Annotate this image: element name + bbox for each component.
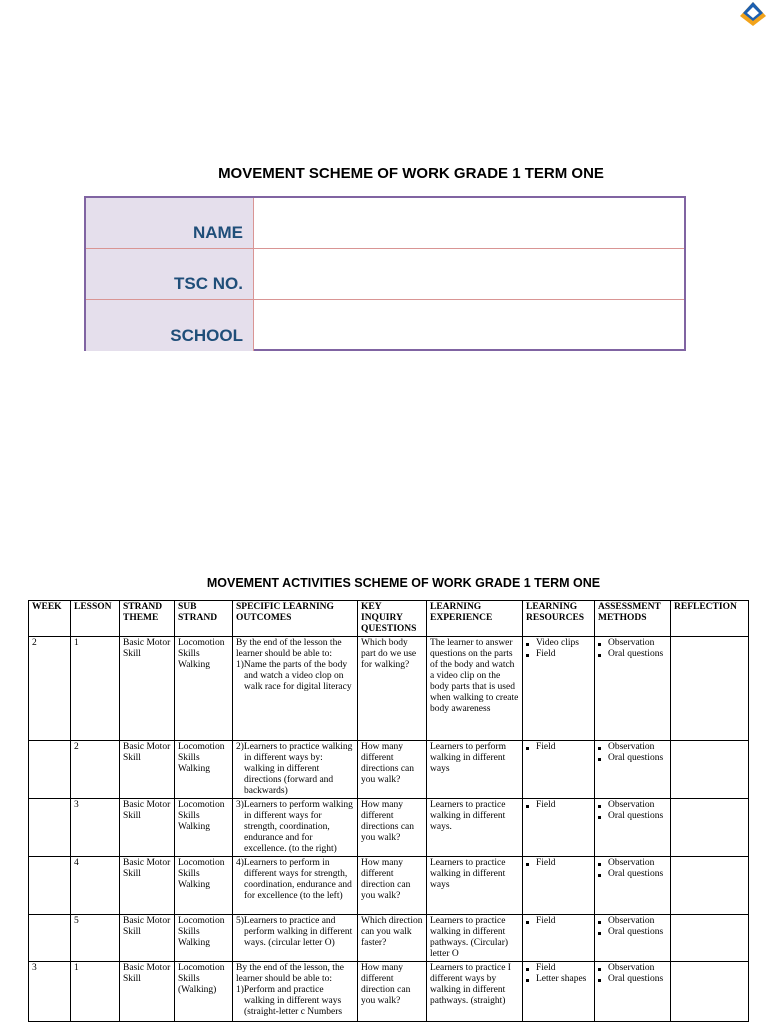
outcome-text: 3)Learners to perform walking in different ways for strength, coordination, endurance and for excellence. (to the right) (236, 800, 353, 854)
list-item: Oral questions (598, 811, 667, 822)
column-header: LEARNING EXPERIENCE (427, 601, 523, 637)
reflection-cell (671, 741, 749, 799)
learning-experience-cell: Learners to practice I different ways by walking in different pathways. (straight) (427, 962, 523, 1022)
strand-cell: Basic Motor Skill (120, 741, 175, 799)
inquiry-question-cell: How many different directions can you walk? (358, 741, 427, 799)
learning-experience-cell: Learners to practice walking in different pathways. (Circular) letter O (427, 915, 523, 962)
sub-strand-cell: Locomotion Skills (Walking) (175, 962, 233, 1022)
outcome-cell (233, 741, 358, 799)
resources-cell (523, 741, 595, 799)
resources-cell (523, 857, 595, 915)
lesson-cell: 2 (71, 741, 120, 799)
id-label: SCHOOL (86, 300, 254, 351)
strand-cell: Basic Motor Skill (120, 857, 175, 915)
strand-cell: Basic Motor Skill (120, 799, 175, 857)
sub-strand-cell: Locomotion Skills Walking (175, 637, 233, 741)
identification-box (84, 196, 686, 351)
table-row (29, 637, 749, 741)
list-item: Letter shapes (526, 974, 591, 985)
list-item: Observation (598, 742, 667, 753)
table-row (29, 857, 749, 915)
list-item: Video clips (526, 638, 591, 649)
list-item: Field (526, 649, 591, 660)
learning-experience-cell: Learners to practice walking in different ways (427, 857, 523, 915)
column-header: SUB STRAND (175, 601, 233, 637)
list-item: Oral questions (598, 869, 667, 880)
outcome-text: 2)Learners to practice walking in different ways by: walking in different directions (forward and backwards) (236, 742, 353, 796)
reflection-cell (671, 915, 749, 962)
id-label: TSC NO. (86, 249, 254, 299)
reflection-cell (671, 857, 749, 915)
column-header: SPECIFIC LEARNING OUTCOMES (233, 601, 358, 637)
list-item: Field (526, 916, 591, 927)
inquiry-question-cell: How many different direction can you walk? (358, 857, 427, 915)
inquiry-question-cell: How many different direction can you walk? (358, 962, 427, 1022)
resources-cell (523, 915, 595, 962)
lesson-cell: 1 (71, 637, 120, 741)
id-label: NAME (86, 198, 254, 248)
scheme-of-work-table (28, 600, 749, 1022)
resources-cell (523, 799, 595, 857)
list-item: Observation (598, 858, 667, 869)
strand-cell: Basic Motor Skill (120, 637, 175, 741)
sub-strand-cell: Locomotion Skills Walking (175, 915, 233, 962)
inquiry-question-cell: Which body part do we use for walking? (358, 637, 427, 741)
week-cell (29, 741, 71, 799)
strand-cell: Basic Motor Skill (120, 915, 175, 962)
sub-strand-cell: Locomotion Skills Walking (175, 857, 233, 915)
list-item: Field (526, 800, 591, 811)
resources-cell (523, 962, 595, 1022)
list-item: Oral questions (598, 753, 667, 764)
assessment-cell (595, 915, 671, 962)
strand-cell: Basic Motor Skill (120, 962, 175, 1022)
resources-cell-list (526, 742, 591, 753)
outcome-cell (233, 962, 358, 1022)
resources-cell-list (526, 963, 591, 985)
assessment-cell (595, 637, 671, 741)
brand-logo (737, 0, 768, 28)
table-row (29, 799, 749, 857)
assessment-cell-list (598, 963, 667, 985)
resources-cell-list (526, 638, 591, 660)
table-row (29, 741, 749, 799)
id-value-field[interactable] (254, 249, 684, 299)
inquiry-question-cell: How many different directions can you walk? (358, 799, 427, 857)
page-title: MOVEMENT SCHEME OF WORK GRADE 1 TERM ONE (218, 165, 604, 182)
table-header-row (29, 601, 749, 637)
column-header: REFLECTION (671, 601, 749, 637)
list-item: Field (526, 963, 591, 974)
list-item: Field (526, 742, 591, 753)
resources-cell-list (526, 916, 591, 927)
list-item: Observation (598, 800, 667, 811)
column-header: ASSESSMENT METHODS (595, 601, 671, 637)
outcome-intro: By the end of the lesson, the learner should be able to: (236, 963, 344, 984)
week-cell (29, 915, 71, 962)
outcome-cell (233, 857, 358, 915)
column-header: WEEK (29, 601, 71, 637)
reflection-cell (671, 799, 749, 857)
list-item: Oral questions (598, 649, 667, 660)
lesson-cell: 5 (71, 915, 120, 962)
week-cell: 2 (29, 637, 71, 741)
id-row-tsc-no (86, 249, 684, 300)
assessment-cell-list (598, 742, 667, 764)
table-row (29, 962, 749, 1022)
assessment-cell (595, 857, 671, 915)
week-cell (29, 857, 71, 915)
id-value-field[interactable] (254, 300, 684, 351)
column-header: STRAND THEME (120, 601, 175, 637)
table-title: MOVEMENT ACTIVITIES SCHEME OF WORK GRADE 1 TERM ONE (206, 576, 601, 590)
assessment-cell (595, 799, 671, 857)
list-item: Observation (598, 638, 667, 649)
week-cell: 3 (29, 962, 71, 1022)
assessment-cell-list (598, 638, 667, 660)
column-header: LEARNING RESOURCES (523, 601, 595, 637)
outcome-cell (233, 915, 358, 962)
learning-experience-cell: The learner to answer questions on the parts of the body and watch a video clip on the body parts that is used when walking to create body awareness (427, 637, 523, 741)
id-value-field[interactable] (254, 198, 684, 248)
inquiry-question-cell: Which direction can you walk faster? (358, 915, 427, 962)
column-header: LESSON (71, 601, 120, 637)
assessment-cell-list (598, 800, 667, 822)
table-row (29, 915, 749, 962)
outcome-intro: By the end of the lesson the learner should be able to: (236, 638, 342, 659)
assessment-cell (595, 741, 671, 799)
learning-experience-cell: Learners to practice walking in different ways. (427, 799, 523, 857)
week-cell (29, 799, 71, 857)
list-item: Oral questions (598, 927, 667, 938)
assessment-cell-list (598, 916, 667, 938)
reflection-cell (671, 962, 749, 1022)
sub-strand-cell: Locomotion Skills Walking (175, 799, 233, 857)
list-item: Oral questions (598, 974, 667, 985)
assessment-cell (595, 962, 671, 1022)
outcome-text: 4)Learners to perform in different ways for strength, coordination, endurance and for excellence (to the left) (236, 858, 352, 901)
lesson-cell: 4 (71, 857, 120, 915)
reflection-cell (671, 637, 749, 741)
sub-strand-cell: Locomotion Skills Walking (175, 741, 233, 799)
list-item: Observation (598, 916, 667, 927)
lesson-cell: 1 (71, 962, 120, 1022)
outcome-text: 1)Name the parts of the body and watch a video clop on walk race for digital literacy (236, 660, 352, 692)
lesson-cell: 3 (71, 799, 120, 857)
assessment-cell-list (598, 858, 667, 880)
resources-cell-list (526, 800, 591, 811)
id-row-school (86, 300, 684, 351)
resources-cell-list (526, 858, 591, 869)
outcome-cell (233, 637, 358, 741)
resources-cell (523, 637, 595, 741)
outcome-cell (233, 799, 358, 857)
list-item: Field (526, 858, 591, 869)
list-item: Observation (598, 963, 667, 974)
column-header: KEY INQUIRY QUESTIONS (358, 601, 427, 637)
outcome-text: 5)Learners to practice and perform walking in different ways. (circular letter O) (236, 916, 353, 948)
outcome-text: 1)Perform and practice walking in different ways (straight-letter c Numbers (236, 985, 343, 1017)
learning-experience-cell: Learners to perform walking in different ways (427, 741, 523, 799)
id-row-name (86, 198, 684, 249)
